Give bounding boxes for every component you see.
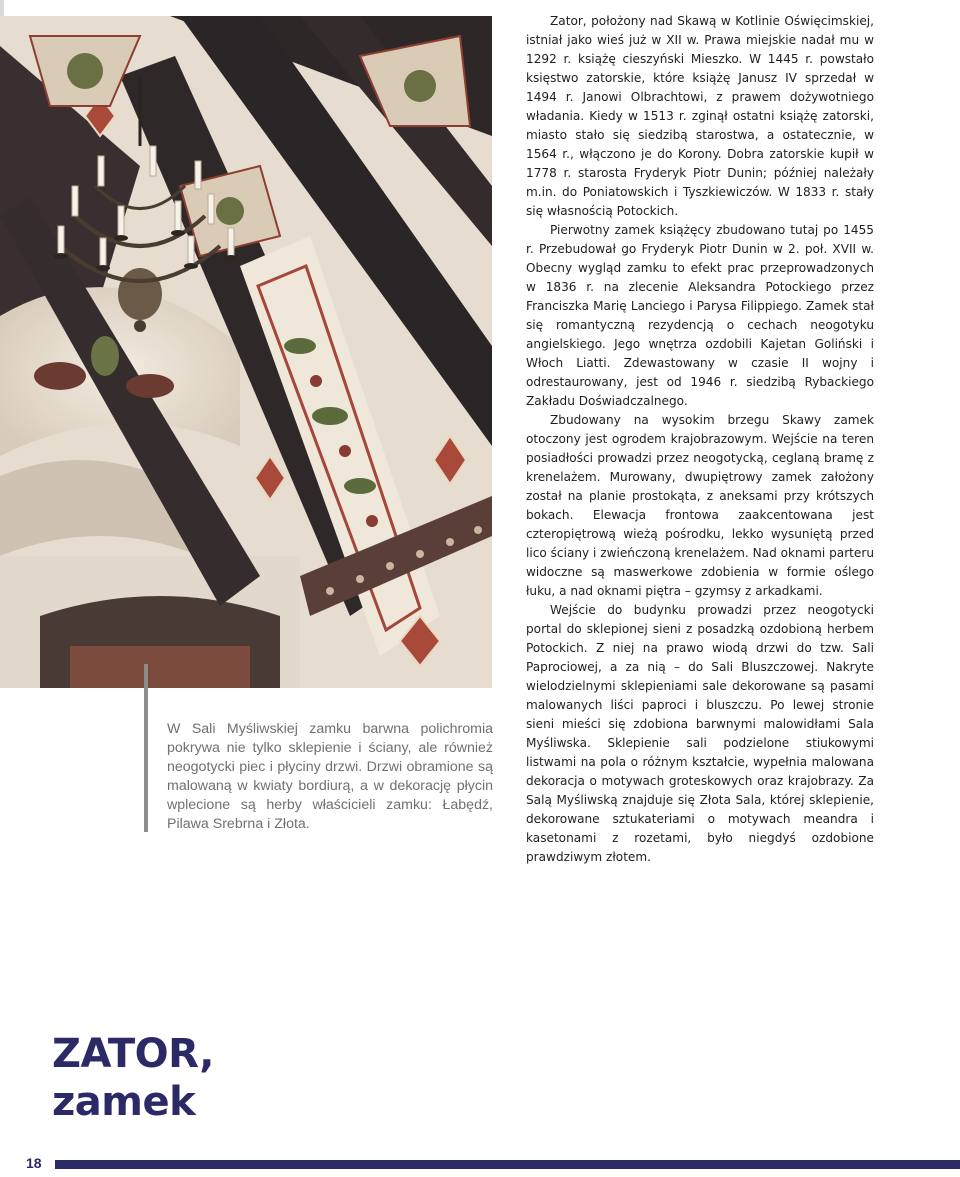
article-paragraph: Pierwotny zamek książęcy zbudowano tutaj po 1455 r. Przebudował go Fryderyk Piotr Dunin w 2. poł. XVII w. Obecny wygląd zamku to efekt prac przeprowadzonych w 1836 r. na zlecenie Aleksandra Potockiego przez Franciszka Marię Lanciego i Parysa Filippiego. Zamek stał się romantyczną rezydencją o cechach neogotyku angielskiego. Jego wnętrza ozdobili Kajetan Goliński i Włoch Liatti. Zdewastowany w czasie II wojny i odrestaurowany, jest od 1946 r. siedzibą Rybackiego Zakładu Doświadczalnego. bbox=[526, 223, 874, 408]
article-paragraph: Zbudowany na wysokim brzegu Skawy zamek otoczony jest ogrodem krajobrazowym. Wejście na teren posiadłości prowadzi przez neogotycką, ceglaną bramę z krenelażem. Murowany, dwupiętrowy zamek założony został na planie prostokąta, z aneksami przy krótszych bokach. Elewacja frontowa zaakcentowana jest czteropiętrową wieżą pośrodku, lekko wysuniętą przed lico ściany i zwieńczoną krenelażem. Nad oknami parteru widoczne są maswerkowe zdobienia w formie oślego łuku, a nad oknami piętra – gzymsy z arkadkami. bbox=[526, 413, 874, 598]
title-line: ZATOR, bbox=[52, 1031, 214, 1077]
article-paragraph: Zator, położony nad Skawą w Kotlinie Oświęcimskiej, istniał jako wieś już w XII w. Prawa miejskie nadał mu w 1292 r. książę cieszyński Mieszko. W 1445 r. powstało księstwo zatorskie, które książę Janusz IV sprzedał w 1494 r. Janowi Olbrachtowi, z prawem dożywotniego władania. Kiedy w 1513 r. zginął ostatni książę zatorski, miasto stało się siedzibą starostwa, a ostatecznie, w 1564 r., włączono je do Korony. Dobra zatorskie kupił w 1778 r. starosta Fryderyk Piotr Dunin; później należały m.in. do Poniatowskich i Tyszkiewiczów. W 1833 r. stały się własnością Potockich. bbox=[526, 14, 874, 218]
page-title bbox=[52, 1030, 214, 1126]
page-number: 18 bbox=[26, 1155, 42, 1171]
vault-photo bbox=[0, 16, 492, 688]
footer-rule bbox=[55, 1160, 960, 1169]
top-edge-strip bbox=[0, 0, 4, 16]
article-body bbox=[526, 12, 874, 867]
title-line: zamek bbox=[52, 1079, 196, 1125]
photo-caption: W Sali Myśliwskiej zamku barwna polichromia pokrywa nie tylko sklepienie i ściany, ale również neogotycki piec i płyciny drzwi. Drzwi obramione są malowaną w kwiaty bordiurą, a w dekorację płycin wplecione są herby właścicieli zamku: Łabędź, Pilawa Srebrna i Złota. bbox=[167, 721, 493, 832]
vault-illustration bbox=[0, 16, 492, 688]
caption-accent-bar bbox=[144, 664, 148, 832]
article-paragraph: Wejście do budynku prowadzi przez neogotycki portal do sklepionej sieni z posadzką ozdobioną herbem Potockich. Z niej na prawo wiodą drzwi do tzw. Sali Paprociowej, a za nią – do Sali Bluszczowej. Nakryte wielodzielnymi sklepieniami sale dekorowane są pasami malowanych liści paproci i bluszczu. Po lewej stronie sieni mieści się zdobiona barwnymi malowidłami Sala Myśliwska. Sklepienie sali podzielone stiukowymi listwami na pola o różnym kształcie, wypełnia malowana dekoracja o motywach groteskowych oraz krajobrazy. Za Salą Myśliwską znajduje się Złota Sala, której sklepienie, dekorowane sztukateriami o motywach meandra i kasetonami z rozetami, było niegdyś ozdobione prawdziwym złotem. bbox=[526, 603, 874, 864]
